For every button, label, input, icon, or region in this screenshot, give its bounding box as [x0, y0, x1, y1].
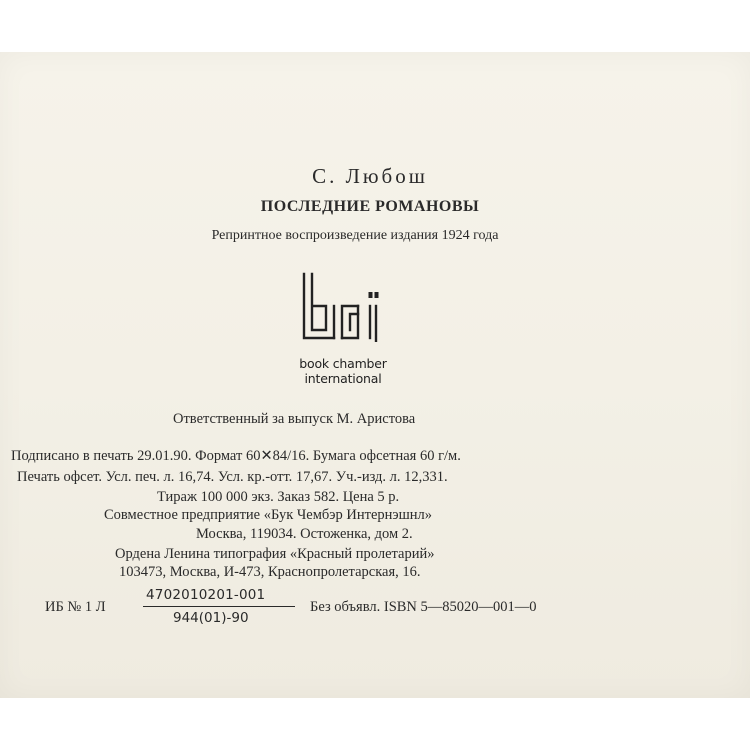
fraction-rule [143, 606, 295, 607]
ib-label: ИБ № 1 Л [45, 599, 106, 615]
isbn-line: Без объявл. ISBN 5—85020—001—0 [310, 599, 537, 615]
responsible-editor: Ответственный за выпуск М. Аристова [173, 411, 416, 427]
logo-text-line2: international [304, 371, 382, 386]
publisher-logo [278, 270, 408, 390]
book-subtitle: Репринтное воспроизведение издания 1924 года [211, 228, 499, 243]
imprint-line: Тираж 100 000 экз. Заказ 582. Цена 5 р. [157, 489, 400, 505]
logo-text-line1: book chamber [299, 356, 387, 371]
imprint-line: Подписано в печать 29.01.90. Формат 60✕84/16. Бумага офсетная 60 г/м. [11, 448, 461, 464]
imprint-line: Печать офсет. Усл. печ. л. 16,74. Усл. кр.-отт. 17,67. Уч.-изд. л. 12,331. [17, 469, 448, 485]
book-page [0, 52, 750, 698]
imprint-line: Ордена Ленина типография «Красный пролетарий» [115, 546, 435, 562]
imprint-line: Совместное предприятие «Бук Чембэр Интернэшнл» [104, 507, 433, 523]
imprint-line: 103473, Москва, И-473, Краснопролетарская, 16. [119, 564, 421, 580]
ib-denominator: 944(01)-90 [173, 610, 249, 626]
bci-logo-icon [298, 270, 382, 342]
author-name: С. Любош [312, 164, 428, 188]
imprint-line: Москва, 119034. Остоженка, дом 2. [196, 526, 413, 542]
book-title: ПОСЛЕДНИЕ РОМАНОВЫ [260, 198, 480, 215]
ib-numerator: 4702010201-001 [146, 587, 266, 603]
